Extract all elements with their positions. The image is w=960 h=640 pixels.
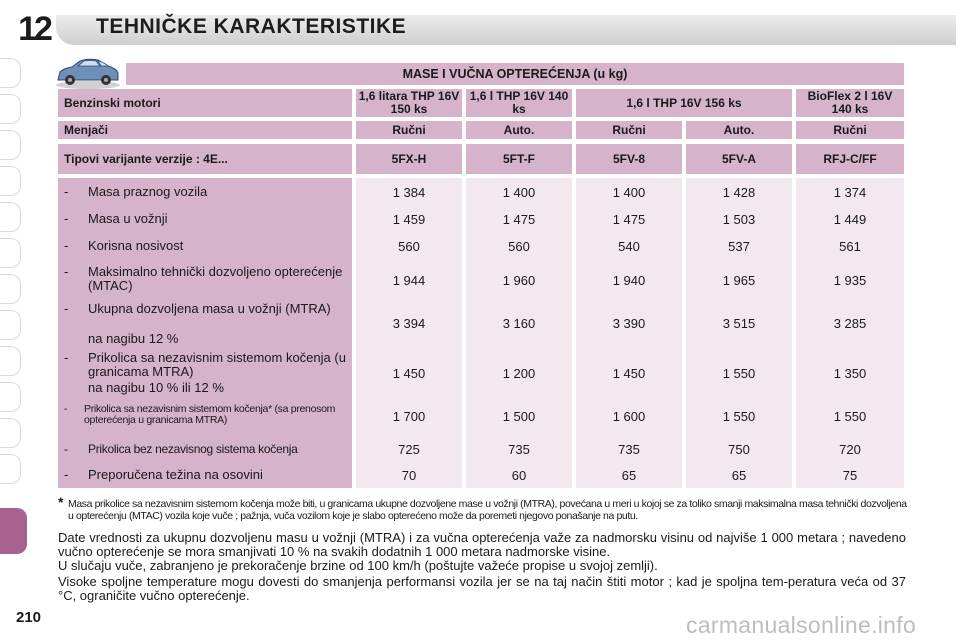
page-title: TEHNIČKE KARAKTERISTIKE <box>96 15 407 38</box>
engine-cell: 1,6 l THP 16V 156 ks <box>576 89 792 117</box>
row-label: Preporučena težina na osovini <box>88 467 263 482</box>
table-row <box>58 185 904 201</box>
table-row <box>58 351 904 393</box>
row-value: 3 390 <box>612 316 646 331</box>
row-label: Maksimalno tehnički dozvoljeno opterećenje (MTAC) <box>88 264 343 293</box>
chapter-tab[interactable] <box>0 58 21 88</box>
row-value: 1 500 <box>502 409 536 424</box>
row-value: 1 503 <box>722 212 756 227</box>
gearbox-cell: Ručni <box>356 121 462 139</box>
row-label: Prikolica bez nezavisnog sistema kočenja <box>88 442 298 456</box>
variants-row <box>58 144 904 174</box>
row-value: 65 <box>621 468 637 483</box>
row-value: 1 600 <box>612 409 646 424</box>
row-dash: - <box>64 442 68 456</box>
row-value: 3 285 <box>833 316 867 331</box>
table-title: MASE I VUČNA OPTEREĆENJA (u kg) <box>126 63 904 85</box>
row-value: 1 450 <box>392 366 426 381</box>
row-value: 720 <box>839 442 861 457</box>
row-dash: - <box>64 238 69 253</box>
row-value: 1 475 <box>502 212 536 227</box>
footnote-star: * <box>58 494 64 510</box>
row-label: Masa praznog vozila <box>88 184 208 199</box>
gearbox-cell: Ručni <box>576 121 682 139</box>
row-value: 1 384 <box>392 185 426 200</box>
paragraph: U slučaju vuče, zabranjeno je prekoračenje brzine od 100 km/h (poštujte važeće propise u svojoj zemlji). <box>58 558 658 573</box>
chapter-tab[interactable] <box>0 130 21 160</box>
row-value: 1 944 <box>392 273 426 288</box>
row-value: 1 550 <box>722 366 756 381</box>
watermark: carmanualsonline.info <box>686 612 917 638</box>
chapter-tab[interactable] <box>0 454 21 484</box>
row-value: 1 940 <box>612 273 646 288</box>
chapter-tab[interactable] <box>0 202 21 232</box>
row-label: Prikolica sa nezavisnim sistemom kočenja* (sa prenosom opterećenja u granicama MTRA) <box>84 403 336 426</box>
variant-cell: 5FV-A <box>686 144 792 174</box>
row-dash: - <box>64 301 69 316</box>
row-label: Masa u vožnji <box>88 211 168 226</box>
chapter-tab[interactable] <box>0 166 21 196</box>
row-value: 1 965 <box>722 273 756 288</box>
table-row <box>58 404 904 430</box>
chapter-tabs <box>0 58 30 578</box>
engine-cell: 1,6 litara THP 16V 150 ks <box>356 89 462 117</box>
table-row <box>58 212 904 228</box>
gearbox-cell: Auto. <box>466 121 572 139</box>
car-silhouette-icon <box>54 56 122 90</box>
gearbox-cell: Auto. <box>686 121 792 139</box>
chapter-tab[interactable] <box>0 238 21 268</box>
row-value: 561 <box>839 239 861 254</box>
row-value: 1 428 <box>722 185 756 200</box>
row-value: 725 <box>398 442 420 457</box>
paragraph: Date vrednosti za ukupnu dozvoljenu masu u vožnji (MTRA) i za vučna opterećenja važe za nadmorsku visinu od najviše 1 000 metara ; navedeno vučno opterećenje se mora smanjivati 10 % na svakih dodatnih 1 000 metara nadmorske visine. <box>58 530 906 559</box>
table-row <box>58 442 904 458</box>
row-value: 1 700 <box>392 409 426 424</box>
chapter-tab[interactable] <box>0 418 21 448</box>
row-label: Ukupna dozvoljena masa u vožnji (MTRA) <box>88 301 331 316</box>
row-dash: - <box>64 264 69 279</box>
row-value: 537 <box>728 239 750 254</box>
row-value: 3 160 <box>502 316 536 331</box>
chapter-tab[interactable] <box>0 382 21 412</box>
engine-cell: BioFlex 2 l 16V 140 ks <box>796 89 904 117</box>
row-value: 1 374 <box>833 185 867 200</box>
row-value: 1 450 <box>612 366 646 381</box>
row-dash: - <box>64 350 69 365</box>
chapter-badge <box>12 12 56 52</box>
row-value: 1 960 <box>502 273 536 288</box>
variant-cell: 5FX-H <box>356 144 462 174</box>
row-value: 1 459 <box>392 212 426 227</box>
gearbox-label: Menjači <box>58 121 352 139</box>
engine-row <box>58 89 904 117</box>
row-value: 1 400 <box>502 185 536 200</box>
gearbox-row <box>58 121 904 139</box>
row-value: 60 <box>511 468 527 483</box>
gearbox-cell: Ručni <box>796 121 904 139</box>
row-dash: - <box>64 467 69 482</box>
row-value: 1 935 <box>833 273 867 288</box>
chapter-tab[interactable] <box>0 310 21 340</box>
row-value: 1 550 <box>722 409 756 424</box>
chapter-tab[interactable] <box>0 274 21 304</box>
row-label: Korisna nosivost <box>88 238 184 253</box>
variant-cell: 5FV-8 <box>576 144 682 174</box>
row-value: 540 <box>618 239 640 254</box>
row-dash: - <box>64 403 68 415</box>
row-sublabel: na nagibu 10 % ili 12 % <box>88 380 224 395</box>
row-value: 1 350 <box>833 366 867 381</box>
chapter-tab[interactable] <box>0 94 21 124</box>
row-value: 750 <box>728 442 750 457</box>
row-value: 1 475 <box>612 212 646 227</box>
row-value: 560 <box>398 239 420 254</box>
table-row <box>58 468 904 484</box>
row-value: 1 200 <box>502 366 536 381</box>
chapter-tab[interactable] <box>0 346 21 376</box>
row-value: 3 394 <box>392 316 426 331</box>
row-value: 560 <box>508 239 530 254</box>
row-value: 1 550 <box>833 409 867 424</box>
variant-cell: 5FT-F <box>466 144 572 174</box>
table-row <box>58 265 904 295</box>
row-value: 735 <box>508 442 530 457</box>
engine-cell: 1,6 l THP 16V 140 ks <box>466 89 572 117</box>
row-value: 65 <box>731 468 747 483</box>
row-value: 735 <box>618 442 640 457</box>
paragraph: Visoke spoljne temperature mogu dovesti do smanjenja performansi vozila jer se na taj način štiti motor ; kad je spoljna tem-peratura veća od 37 °C, ograničite vučno opterećenje. <box>58 574 906 603</box>
page-number: 210 <box>16 609 42 626</box>
row-value: 1 400 <box>612 185 646 200</box>
row-value: 70 <box>401 468 417 483</box>
engines-label: Benzinski motori <box>58 89 352 117</box>
row-value: 3 515 <box>722 316 756 331</box>
table-row <box>58 302 904 344</box>
row-dash: - <box>64 211 69 226</box>
chapter-tab-active[interactable] <box>0 508 27 554</box>
row-value: 75 <box>842 468 858 483</box>
variants-label: Tipovi varijante verzije : 4E... <box>58 144 352 174</box>
row-label: Prikolica sa nezavisnim sistemom kočenja (u granicama MTRA) <box>88 350 346 379</box>
row-sublabel: na nagibu 12 % <box>88 331 179 346</box>
variant-cell: RFJ-C/FF <box>796 144 904 174</box>
row-value: 1 449 <box>833 212 867 227</box>
footnote-text: Masa prikolice sa nezavisnim sistemom kočenja može biti, u granicama ukupne dozvoljene mase u vožnji (MTRA), povećana u meri u kojoj se za toliko smanji maksimalna masa tehnički dozvoljena u opterećenju (MTAC) vozila koje vuče ; pažnja, vuča vozilom koje je slabo opterećeno može da poremeti njegovo ponašanje na putu. <box>68 498 907 522</box>
table-row <box>58 239 904 255</box>
chapter-number: 12 <box>18 10 50 48</box>
row-dash: - <box>64 184 69 199</box>
